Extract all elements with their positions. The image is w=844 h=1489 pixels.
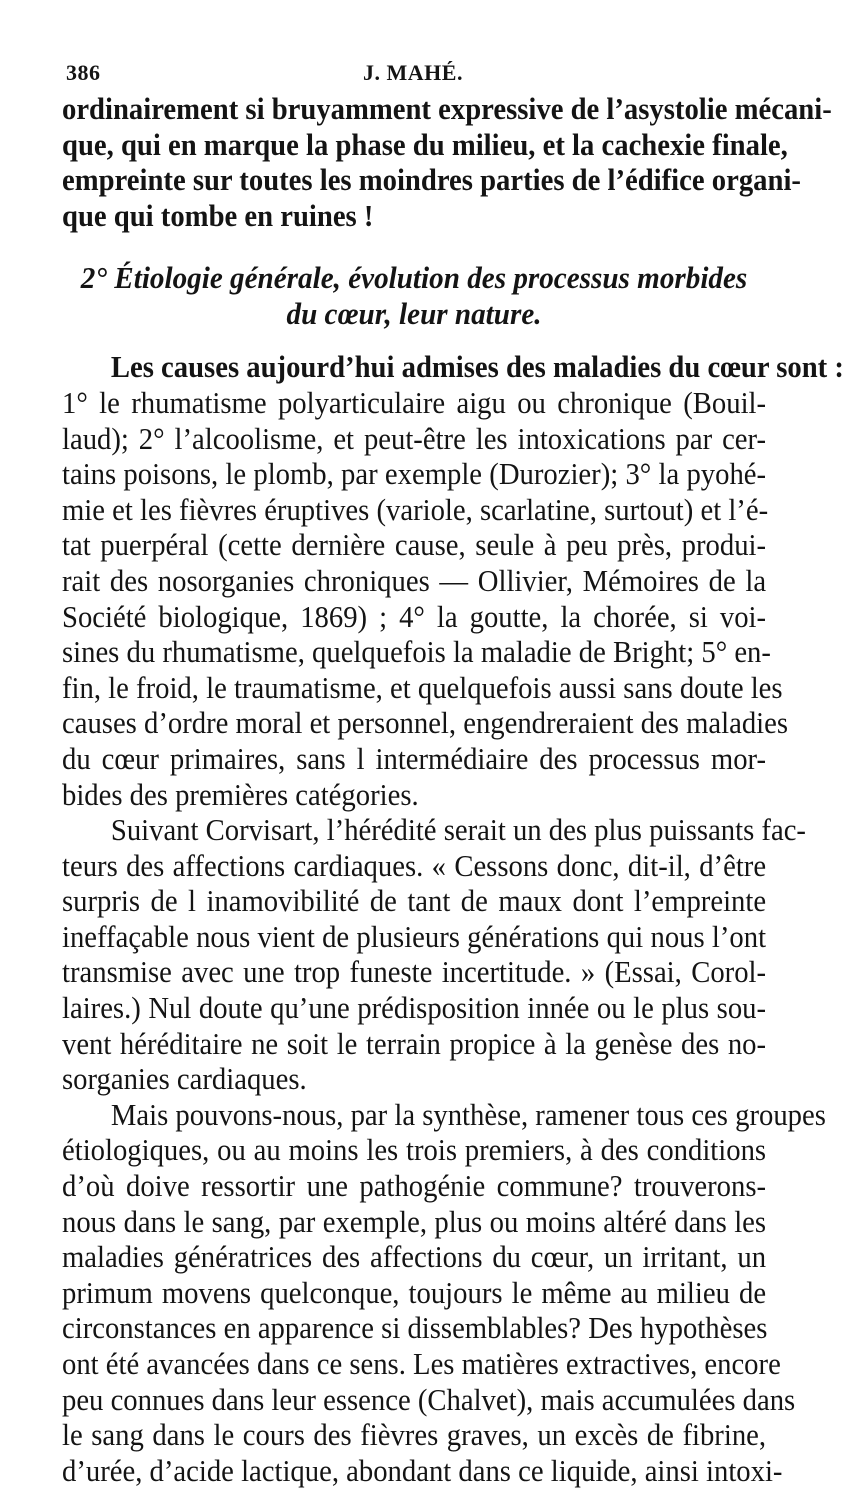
paragraph-2 [62, 350, 844, 813]
page-number: 386 [66, 60, 101, 85]
text-line: rait des nosorganies chroniques — Ollivier, Mémoires de la [62, 563, 767, 598]
text-line: sines du rhumatisme, quelquefois la maladie de Bright; 5° en- [62, 635, 771, 670]
text-line: laud); 2° l’alcoolisme, et peut-être les intoxications par cer- [62, 421, 767, 456]
text-line: peu connues dans leur essence (Chalvet), mais accumulées dans [62, 1382, 796, 1417]
page-header [66, 52, 760, 92]
text-line: que, qui en marque la phase du milieu, et la cachexie finale, [62, 127, 788, 162]
text-line: d’urée, d’acide lactique, abondant dans ce liquide, ainsi intoxi- [62, 1453, 783, 1488]
text-line: teurs des affections cardiaques. « Cessons donc, dit-il, d’être [62, 848, 767, 883]
text-line: laires.) Nul doute qu’une prédisposition innée ou le plus sou- [62, 991, 767, 1026]
text-line: du cœur primaires, sans l intermédiaire des processus mor- [62, 741, 767, 776]
text-line: ont été avancées dans ce sens. Les matières extractives, encore [62, 1347, 781, 1381]
text-line: tat puerpéral (cette dernière cause, seule à peu près, produi- [62, 528, 767, 563]
paragraph-3 [62, 813, 806, 1098]
section-heading-line-2: du cœur, leur nature. [286, 296, 542, 332]
page-body [62, 92, 844, 1489]
text-line: Société biologique, 1869) ; 4° la goutte, la chorée, si voi- [62, 599, 767, 634]
text-line: ineffaçable nous vient de plusieurs générations qui nous l’ont [62, 919, 767, 954]
section-heading [62, 260, 766, 332]
text-line: tains poisons, le plomb, par exemple (Durozier); 3° la pyohé- [62, 457, 767, 492]
text-line: primum movens quelconque, toujours le même au milieu de [62, 1275, 767, 1310]
section-heading-line-1: 2° Étiologie générale, évolution des processus morbides [80, 260, 748, 296]
text-line: vent héréditaire ne soit le terrain propice à la genèse des no- [62, 1026, 767, 1061]
text-line: nous dans le sang, par exemple, plus ou moins altéré dans les [62, 1204, 767, 1239]
text-line: 1° le rhumatisme polyarticulaire aigu ou chronique (Bouil- [62, 385, 767, 420]
text-line: étiologiques, ou au moins les trois premiers, à des conditions [62, 1133, 767, 1168]
text-line: causes d’ordre moral et personnel, engendreraient des maladies [62, 706, 789, 741]
running-title: J. MAHÉ. [363, 60, 463, 85]
text-line: que qui tombe en ruines ! [62, 198, 374, 233]
text-line: sorganies cardiaques. [62, 1062, 307, 1097]
text-line: Mais pouvons-nous, par la synthèse, ramener tous ces groupes [110, 1097, 826, 1132]
text-line: empreinte sur toutes les moindres parties de l’édifice organi- [62, 163, 801, 198]
text-line: transmise avec une trop funeste incertitude. » (Essai, Corol- [62, 955, 767, 990]
text-line: mie et les fièvres éruptives (variole, scarlatine, surtout) et l’é- [62, 492, 769, 527]
text-line: surpris de l inamovibilité de tant de maux dont l’empreinte [62, 884, 767, 919]
text-line: maladies génératrices des affections du cœur, un irritant, un [62, 1240, 767, 1275]
text-line: ordinairement si bruyamment expressive de l’asystolie mécani- [62, 92, 832, 126]
text-line: bides des premières catégories. [62, 777, 419, 812]
paragraph-1 [62, 92, 832, 234]
text-line: Les causes aujourd’hui admises des maladies du cœur sont : [110, 350, 844, 385]
text-line: circonstances en apparence si dissemblables? Des hypothèses [62, 1311, 768, 1346]
text-line: Suivant Corvisart, l’hérédité serait un des plus puissants fac- [110, 813, 806, 848]
text-line: fin, le froid, le traumatisme, et quelquefois aussi sans doute les [62, 670, 783, 705]
paragraph-4 [62, 1097, 826, 1489]
text-line: le sang dans le cours des fièvres graves, un excès de fibrine, [62, 1418, 767, 1453]
text-line: d’où doive ressortir une pathogénie commune? trouverons- [62, 1169, 767, 1204]
